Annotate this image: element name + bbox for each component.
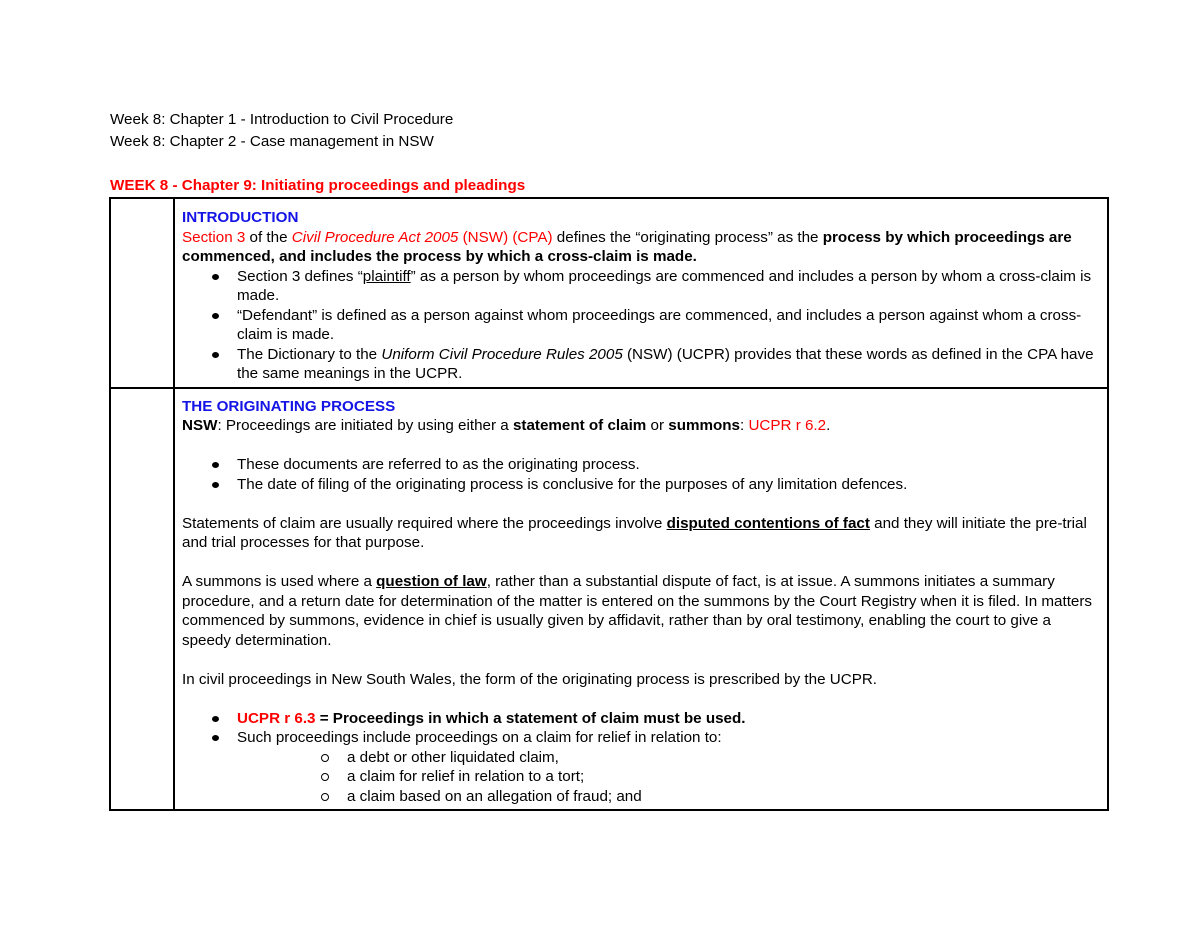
list-item: The date of filing of the originating process is conclusive for the purposes of any limitation defences. (182, 475, 1099, 495)
chapter-list (110, 109, 1010, 153)
list-item: Such proceedings include proceedings on a claim for relief in relation to: a debt or other liquidated claim, a claim for relief in relation to a tort; a claim based on an allegation of fraud; and (182, 728, 1099, 806)
ucpr-paragraph: In civil proceedings in New South Wales, the form of the originating process is prescribed by the UCPR. (182, 670, 878, 688)
sub-list-item: a claim for relief in relation to a tort; (237, 767, 1099, 787)
section-heading-introduction: INTRODUCTION (182, 209, 299, 226)
row-label-cell (110, 388, 174, 811)
row-label-cell (110, 198, 174, 388)
notes-table (109, 197, 1109, 811)
table-row-introduction (110, 198, 1108, 388)
list-item: “Defendant” is defined as a person against whom proceedings are commenced, and includes a person against whom a cross-claim is made. (182, 306, 1099, 345)
sub-list-item: a debt or other liquidated claim, (237, 748, 1099, 768)
list-item: These documents are referred to as the originating process. (182, 455, 1099, 475)
list-item: UCPR r 6.3 = Proceedings in which a statement of claim must be used. (182, 709, 1099, 729)
table-row-originating-process (110, 388, 1108, 811)
list-item: The Dictionary to the Uniform Civil Procedure Rules 2005 (NSW) (UCPR) provides that these words as defined in the CPA have the same meanings in the UCPR. (182, 345, 1099, 384)
list-item: Section 3 defines “plaintiff” as a person by whom proceedings are commenced and includes a person by whom a cross-claim is made. (182, 267, 1099, 306)
week-title: WEEK 8 - Chapter 9: Initiating proceedings and pleadings (110, 177, 526, 194)
intro-bullet-list (182, 267, 1099, 384)
summons-paragraph: A summons is used where a question of law, rather than a substantial dispute of fact, is at issue. A summons initiates a summary procedure, and a return date for determination of the matter is entered on the summons by the Court Registry when it is filed. In matters commenced by summons, evidence in chief is usually given by affidavit, rather than by oral testimony, enabling the court to give a speedy determination. (182, 573, 1093, 649)
chapter-line-2: Week 8: Chapter 2 - Case management in NSW (110, 133, 434, 150)
nsw-paragraph: NSW: Proceedings are initiated by using either a statement of claim or summons: UCPR r 6.2. (182, 417, 831, 434)
defined-term: question of law (376, 573, 487, 590)
chapter-line-1: Week 8: Chapter 1 - Introduction to Civil Procedure (110, 111, 454, 128)
claim-types-list (237, 748, 1099, 807)
section-heading-originating-process: THE ORIGINATING PROCESS (182, 397, 396, 415)
originating-bullet-list (182, 455, 1099, 494)
sub-list-item: a claim based on an allegation of fraud; and (237, 787, 1099, 807)
defined-term: plaintiff (362, 267, 411, 285)
intro-paragraph: Section 3 of the Civil Procedure Act 2005 (NSW) (CPA) defines the “originating process” as the process by which proceedings are commenced, and includes the process by which a cross-claim is made. (182, 228, 1072, 265)
row-content-cell (174, 388, 1108, 811)
ucpr-bullet-list (182, 709, 1099, 807)
row-content-cell (174, 198, 1108, 388)
defined-term: disputed contentions of fact (666, 514, 870, 532)
statement-of-claim-paragraph: Statements of claim are usually required where the proceedings involve disputed contentions of fact and they will initiate the pre-trial and trial processes for that purpose. (182, 514, 1087, 551)
